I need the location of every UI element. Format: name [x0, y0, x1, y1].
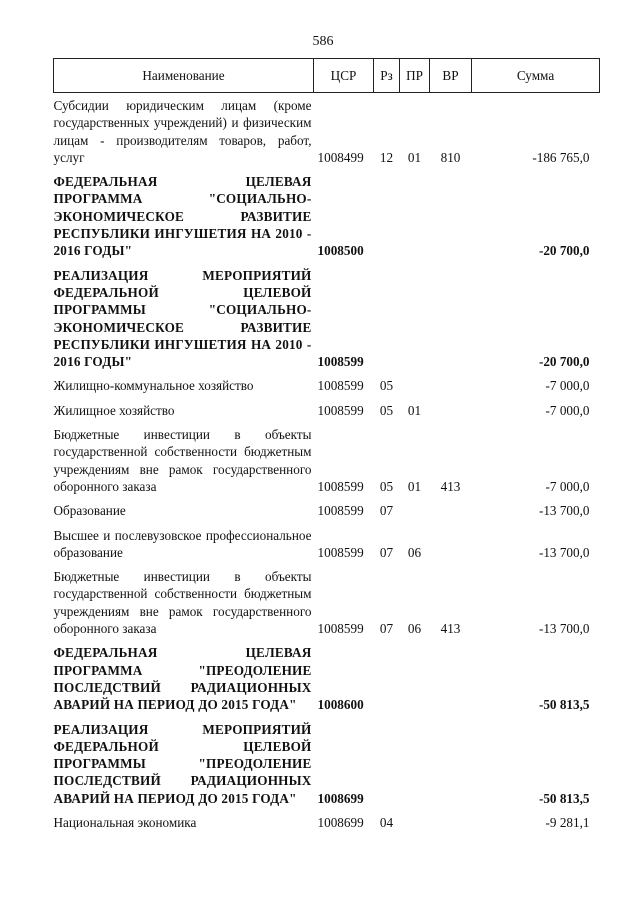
- header-csr: ЦСР: [314, 59, 374, 93]
- row-csr: 1008599: [317, 354, 364, 370]
- row-name: Жилищно-коммунальное хозяйство: [53, 378, 254, 394]
- row-name: ФЕДЕРАЛЬНАЯ ЦЕЛЕВАЯ ПРОГРАММА "СОЦИАЛЬНО-ЭКОНОМИЧЕСКОЕ РАЗВИТИЕ РЕСПУБЛИКИ ИНГУШЕТИЯ НА 2010 - 2016 ГОДЫ": [53, 174, 312, 259]
- table-row: [54, 264, 600, 375]
- row-pr: [400, 170, 430, 263]
- row-rz: [374, 170, 400, 263]
- page-number-text: 586: [312, 34, 334, 49]
- row-sum: -186 765,0: [532, 149, 590, 165]
- row-pr: [400, 264, 430, 375]
- row-name: ФЕДЕРАЛЬНАЯ ЦЕЛЕВАЯ ПРОГРАММА "ПРЕОДОЛЕНИЕ ПОСЛЕДСТВИЙ РАДИАЦИОННЫХ АВАРИЙ НА ПЕРИОД ДО 2015 ГОДА": [53, 645, 312, 713]
- row-vr: [430, 811, 472, 835]
- row-rz: 12: [379, 149, 394, 165]
- row-vr: [430, 499, 472, 523]
- row-pr: 06: [407, 544, 422, 560]
- row-rz: 05: [379, 402, 394, 418]
- row-rz: [374, 264, 400, 375]
- header-rz: Рз: [374, 59, 400, 93]
- table-row: [54, 565, 600, 641]
- row-vr: [430, 170, 472, 263]
- row-pr: [400, 499, 430, 523]
- table-row: [54, 170, 600, 263]
- row-rz: [374, 641, 400, 717]
- row-name: РЕАЛИЗАЦИЯ МЕРОПРИЯТИЙ ФЕДЕРАЛЬНОЙ ЦЕЛЕВОЙ ПРОГРАММЫ "СОЦИАЛЬНО-ЭКОНОМИЧЕСКОЕ РАЗВИТИЕ РЕСПУБЛИКИ ИНГУШЕТИЯ НА 2010 - 2016 ГОДЫ": [53, 267, 312, 370]
- row-pr: [400, 641, 430, 717]
- budget-table: [53, 58, 600, 835]
- row-name: Субсидии юридическим лицам (кроме государственных учреждений) и физическим лицам - производителям товаров, работ, услуг: [53, 98, 312, 165]
- row-rz: 07: [379, 544, 394, 560]
- row-pr: 01: [407, 402, 422, 418]
- row-vr: [430, 718, 472, 811]
- row-csr: 1008599: [317, 544, 364, 560]
- row-sum: -50 813,5: [538, 697, 590, 713]
- row-pr: [400, 718, 430, 811]
- table-row: [54, 374, 600, 398]
- header-name: Наименование: [54, 59, 314, 93]
- table-row: [54, 499, 600, 523]
- table-row: [54, 524, 600, 566]
- row-vr: [430, 374, 472, 398]
- row-vr: 413: [440, 621, 461, 637]
- header-sum: Сумма: [472, 59, 600, 93]
- table-body: [54, 93, 600, 836]
- table-row: [54, 423, 600, 499]
- row-name: Образование: [53, 503, 126, 519]
- row-sum: -9 281,1: [545, 814, 590, 830]
- row-name: Национальная экономика: [53, 814, 197, 830]
- row-name: Высшее и послевузовское профессиональное образование: [53, 527, 312, 560]
- row-csr: 1008699: [317, 790, 364, 806]
- row-csr: 1008599: [317, 503, 364, 519]
- row-pr: [400, 374, 430, 398]
- row-name: Бюджетные инвестиции в объекты государственной собственности бюджетным учреждениям вне рамок государственного оборонного заказа: [53, 427, 312, 494]
- row-sum: -20 700,0: [538, 243, 590, 259]
- row-vr: 810: [440, 149, 461, 165]
- row-sum: -20 700,0: [538, 354, 590, 370]
- row-name: Жилищное хозяйство: [53, 402, 175, 418]
- row-csr: 1008599: [317, 478, 364, 494]
- row-pr: [400, 811, 430, 835]
- row-sum: -13 700,0: [538, 503, 590, 519]
- table-row: [54, 811, 600, 835]
- row-rz: 04: [379, 814, 394, 830]
- row-sum: -13 700,0: [538, 544, 590, 560]
- row-vr: [430, 641, 472, 717]
- row-pr: 06: [407, 621, 422, 637]
- row-vr: 413: [440, 478, 461, 494]
- row-name: РЕАЛИЗАЦИЯ МЕРОПРИЯТИЙ ФЕДЕРАЛЬНОЙ ЦЕЛЕВОЙ ПРОГРАММЫ "ПРЕОДОЛЕНИЕ ПОСЛЕДСТВИЙ РАДИАЦИОННЫХ АВАРИЙ НА ПЕРИОД ДО 2015 ГОДА": [53, 721, 312, 806]
- row-sum: -50 813,5: [538, 790, 590, 806]
- row-name: Бюджетные инвестиции в объекты государственной собственности бюджетным учреждениям вне рамок государственного оборонного заказа: [53, 569, 312, 637]
- row-rz: 07: [379, 503, 394, 519]
- row-sum: -7 000,0: [545, 402, 590, 418]
- row-csr: 1008699: [317, 814, 364, 830]
- header-vr: ВР: [430, 59, 472, 93]
- row-vr: [430, 399, 472, 423]
- row-rz: 07: [379, 621, 394, 637]
- table-row: [54, 641, 600, 717]
- header-pr: ПР: [400, 59, 430, 93]
- table-header: [54, 59, 600, 93]
- table-row: [54, 399, 600, 423]
- row-rz: [374, 718, 400, 811]
- page-number: [0, 34, 640, 50]
- row-csr: 1008600: [317, 697, 364, 713]
- row-pr: 01: [407, 149, 422, 165]
- row-sum: -13 700,0: [538, 621, 590, 637]
- row-rz: 05: [379, 478, 394, 494]
- row-sum: -7 000,0: [545, 378, 590, 394]
- row-csr: 1008499: [317, 149, 364, 165]
- row-vr: [430, 524, 472, 566]
- row-rz: 05: [379, 378, 394, 394]
- table-row: [54, 718, 600, 811]
- row-csr: 1008599: [317, 402, 364, 418]
- row-csr: 1008500: [317, 243, 364, 259]
- row-sum: -7 000,0: [545, 478, 590, 494]
- row-vr: [430, 264, 472, 375]
- row-csr: 1008599: [317, 378, 364, 394]
- table-row: [54, 93, 600, 171]
- row-pr: 01: [407, 478, 422, 494]
- header-row: [54, 59, 600, 93]
- row-csr: 1008599: [317, 621, 364, 637]
